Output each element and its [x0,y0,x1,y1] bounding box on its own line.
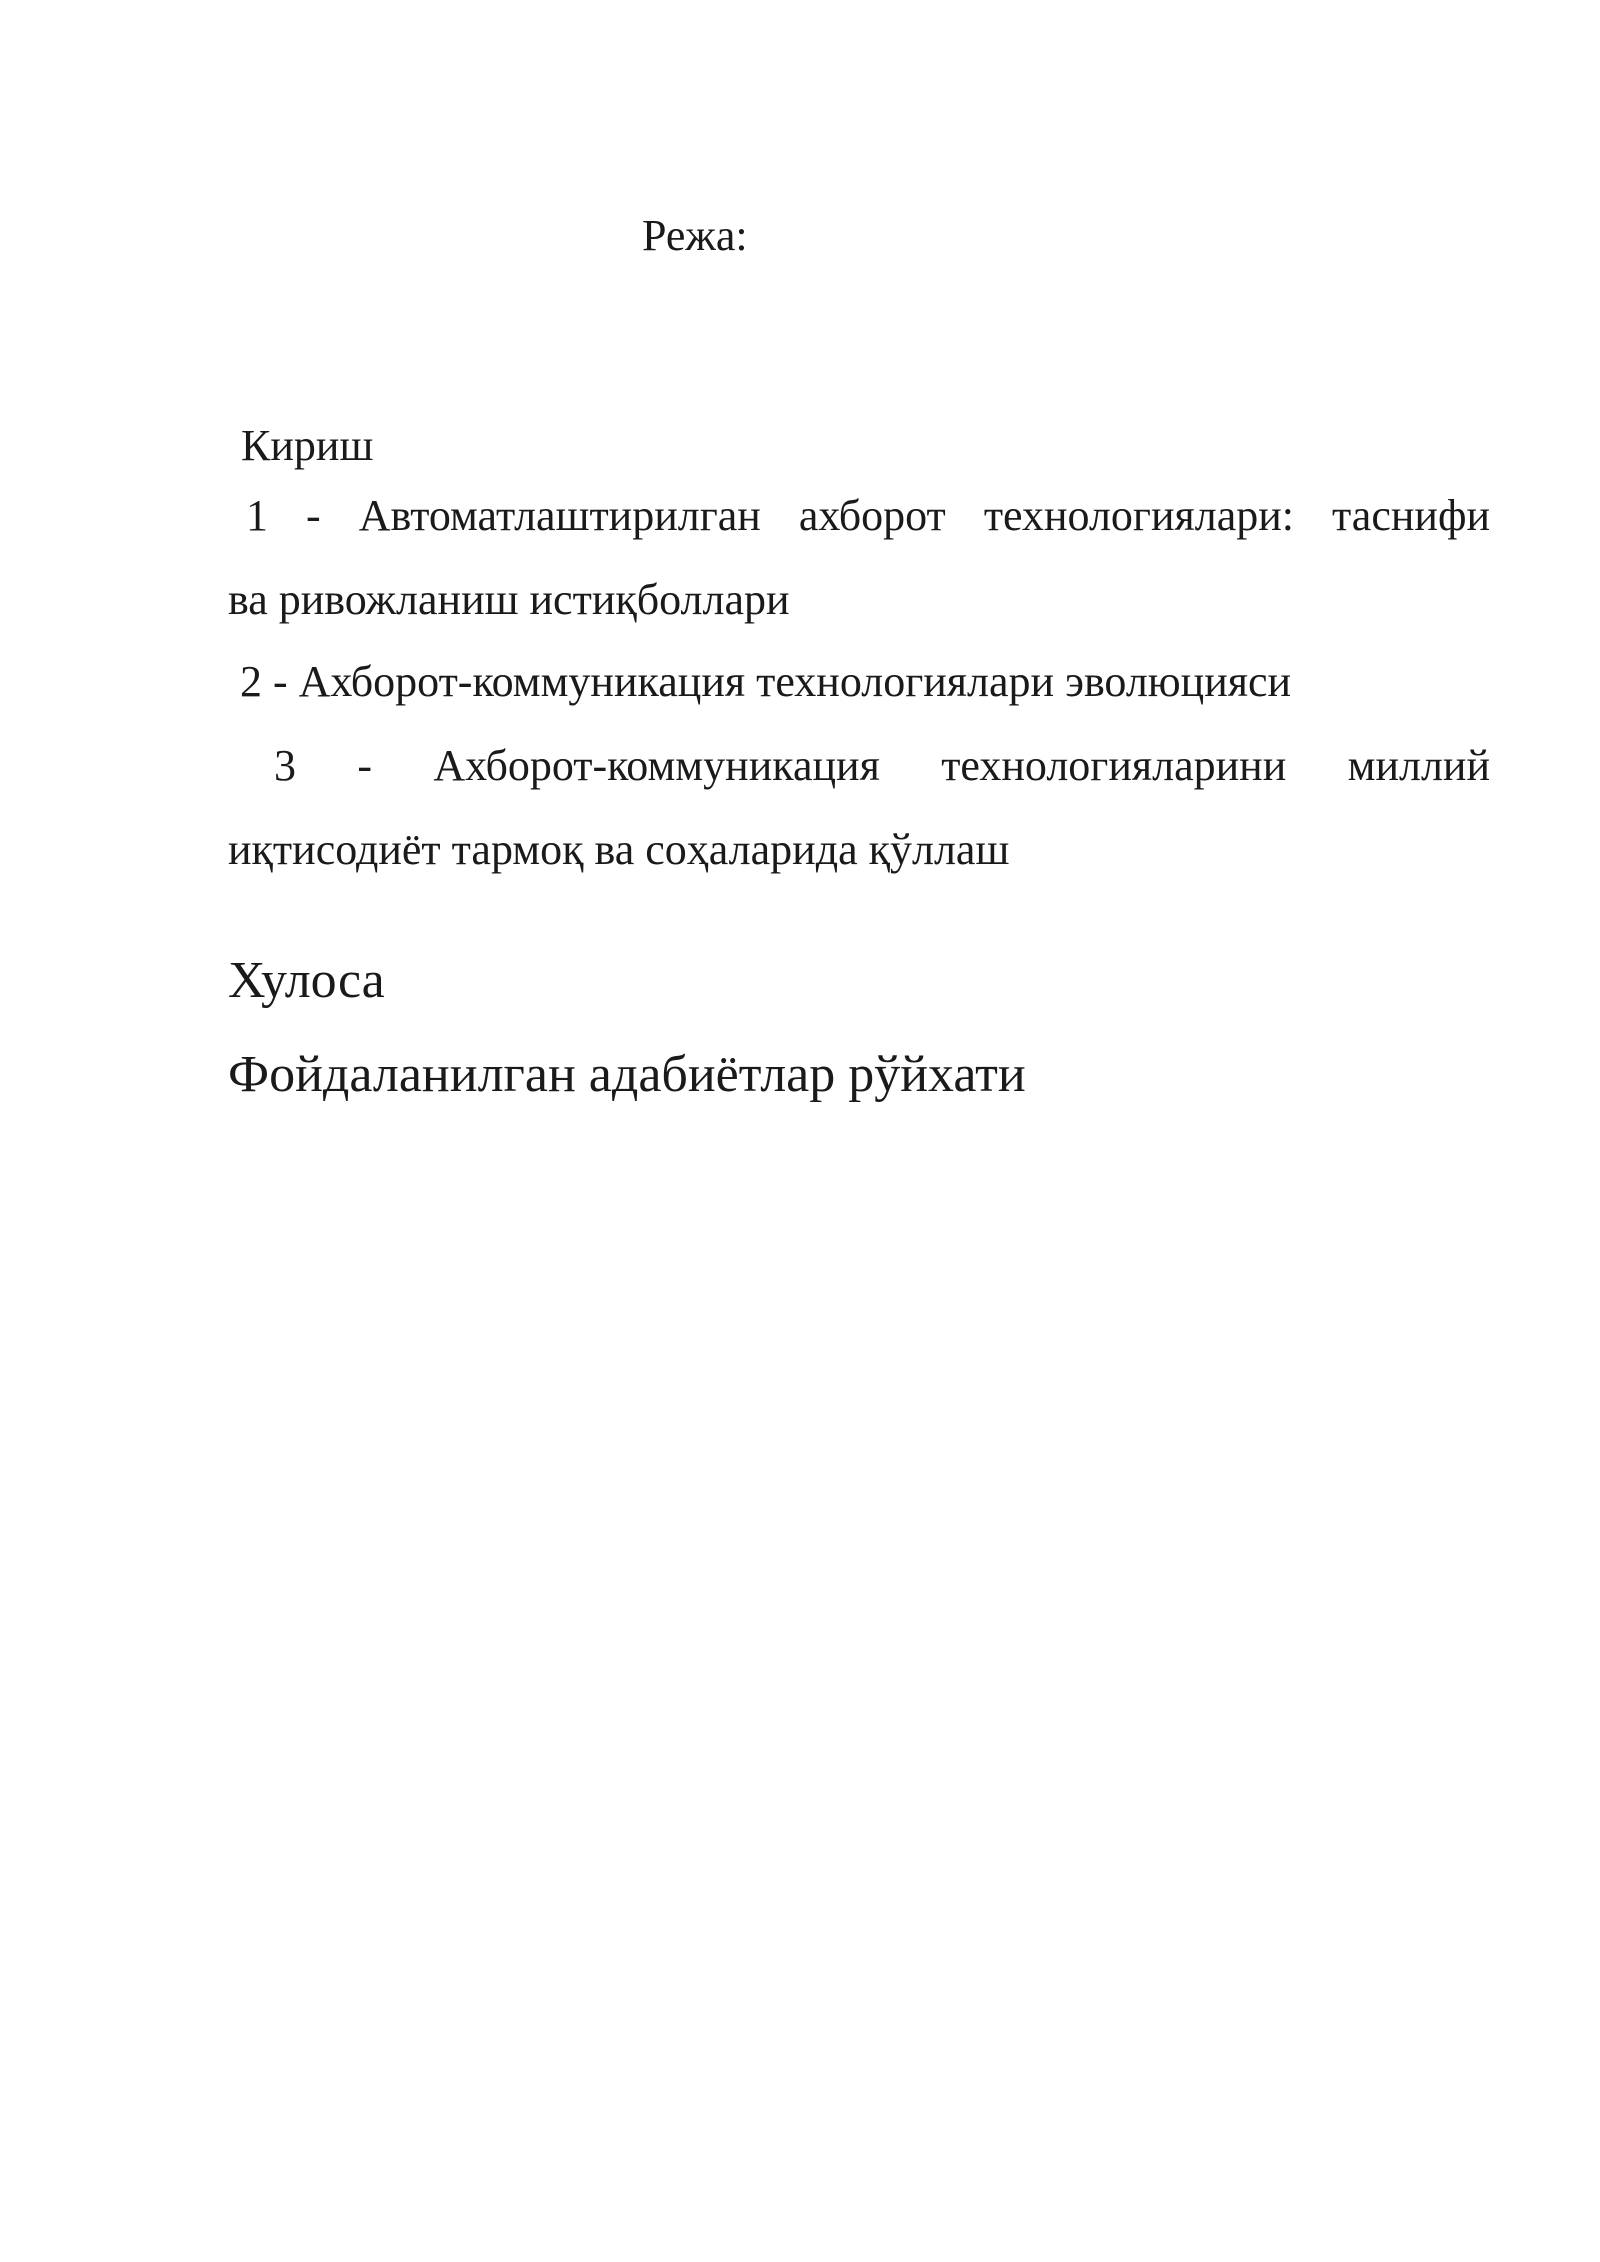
toc-item-2-number: 2 - [240,657,288,706]
toc-item-2-text: Ахборот-коммуникация технологиялари эволюцияси [298,657,1292,706]
toc-item-2 [228,640,1490,724]
toc-conclusion: Хулоса [228,952,385,1009]
toc-item-1-number: 1 - [246,491,321,540]
toc-references: Фойдаланилган адабиётлар рўйхати [228,1046,1026,1103]
toc-item-3-line-1 [228,724,1490,808]
toc-item-1 [228,474,1490,642]
toc-intro: Кириш [241,421,374,470]
toc-item-1-text: Автоматлаштирилган ахборот технологиялари: таснифи [358,491,1491,540]
page-title: Режа: [642,211,748,260]
toc-item-3-number: 3 - [274,741,373,790]
toc-item-1-line-1 [228,474,1490,558]
toc-item-1-line-2: ва ривожланиш истиқболлари [228,575,790,624]
toc-item-3-word-2: технологияларини [941,741,1287,790]
toc-item-3-word-1: Ахборот-коммуникация [433,741,880,790]
toc-item-3 [228,724,1490,892]
toc-item-3-line-2: иқтисодиёт тармоқ ва соҳаларида қўллаш [228,825,1010,874]
toc-item-2-line-1 [228,640,1490,724]
toc-item-3-word-3: миллий [1347,741,1491,790]
